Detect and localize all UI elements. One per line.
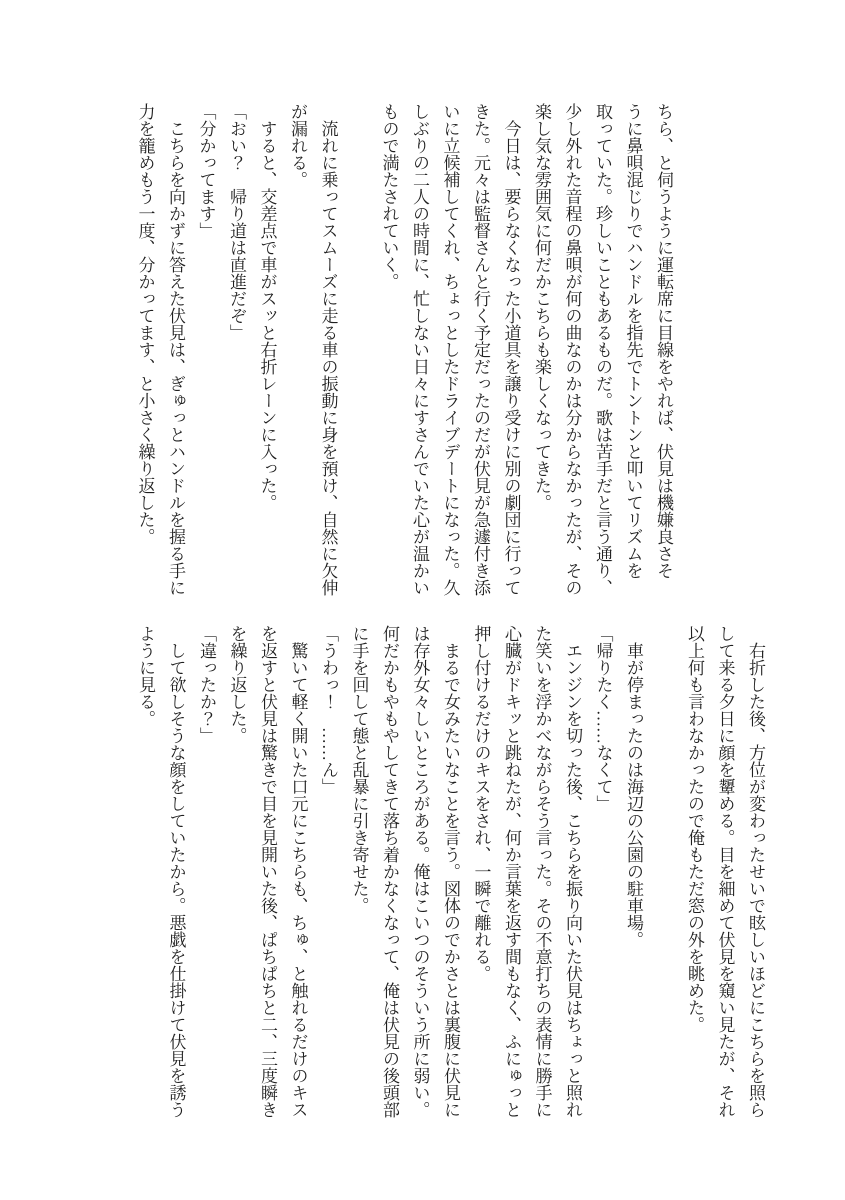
text-line: うに鼻唄混じりでハンドルを指先でトントンと叩いてリズムを <box>623 103 643 579</box>
text-line: に手を回して態と乱暴に引き寄せた。 <box>349 625 369 914</box>
text-line: 「帰りたく……なくて」 <box>593 625 613 812</box>
text-line: が漏れる。 <box>288 103 307 188</box>
text-line: しぶりの二人の時間に、忙しない日々にすさんでいた心が温かい <box>410 103 429 596</box>
text-line: 「おい？ 帰り道は直進だぞ」 <box>227 103 246 341</box>
text-block-top <box>129 103 678 599</box>
blank-line <box>343 103 374 599</box>
text-line: 車が停まったのは海辺の公園の駐車場。 <box>624 625 643 948</box>
text-line: 「分かってます」 <box>196 103 216 239</box>
text-line: いに立候補してくれ、ちょっとしたドライブデートになった。久 <box>440 103 460 596</box>
text-line: 右折した後、方位が変わったせいで眩しいほどにこちらを照ら <box>746 625 765 1118</box>
text-line: 少し外れた音程の鼻唄が何の曲なのかは分からなかったが、その <box>562 103 582 596</box>
text-line: 楽し気な雰囲気に何だかこちらも楽しくなってきた。 <box>532 103 551 511</box>
text-line: 今日は、要らなくなった小道具を譲り受けに別の劇団に行って <box>501 103 521 596</box>
text-line: 流れに乗ってスムーズに走る車の振動に身を預け、自然に欠伸 <box>318 103 338 596</box>
text-line: ように見る。 <box>136 625 155 727</box>
text-line: 取っていた。珍しいこともあるものだ。歌は苦手だと言う通り、 <box>593 103 612 596</box>
text-line: を返すと伏見は驚きで目を見開いた後、ぱちぱちと二、三度瞬き <box>258 625 277 1118</box>
text-line: ちら、と伺うように運転席に目線をやれば、伏見は機嫌良さそ <box>654 103 673 579</box>
text-line: こちらを向かずに答えた伏見は、ぎゅっとハンドルを握る手に <box>166 103 185 596</box>
text-line: を繰り返した。 <box>227 625 247 744</box>
text-line: すると、交差点で車がスッと右折レーンに入った。 <box>257 103 277 511</box>
text-line: 心臓がドキッと跳ねたが、何か言葉を返す間もなく、ふにゅっと <box>502 625 521 1118</box>
text-block-bottom <box>130 625 771 1121</box>
text-line: エンジンを切った後、こちらを振り向いた伏見はちょっと照れ <box>563 625 582 1118</box>
text-line: た笑いを浮かべながらそう言った。その不意打ちの表情に勝手に <box>532 625 552 1118</box>
text-line: 「うわっ！ ……ん」 <box>319 625 338 795</box>
text-line: まるで女みたいなことを言う。図体のでかさとは裏腹に伏見に <box>441 625 460 1118</box>
text-line: 驚いて軽く開いた口元にこちらも、ちゅ、と触れるだけのキス <box>288 625 308 1118</box>
text-line: もので満たされていく。 <box>379 103 399 290</box>
blank-line <box>648 625 679 1121</box>
text-line: 押し付けるだけのキスをされ、一瞬で離れる。 <box>471 625 491 982</box>
text-line: 何だかもやもやしてきて落ち着かなくなって、俺は伏見の後頭部 <box>380 625 399 1118</box>
text-line: して欲しそうな顔をしていたから。悪戯を仕掛けて伏見を誘う <box>166 625 186 1118</box>
text-line: 以上何も言わなかったので俺もただ窓の外を眺めた。 <box>685 625 704 1033</box>
text-line: きた。元々は監督さんと行く予定だったのだが伏見が急遽付き添 <box>471 103 490 596</box>
text-line: して来る夕日に顔を顰める。目を細めて伏見を窺い見たが、それ <box>715 625 735 1118</box>
text-line: 力を籠めもう一度、分かってます、と小さく繰り返した。 <box>135 103 155 545</box>
text-line: は存外女々しいところがある。俺はこいつのそういう所に弱い。 <box>410 625 430 1118</box>
text-line: 「違ったか？」 <box>197 625 216 744</box>
